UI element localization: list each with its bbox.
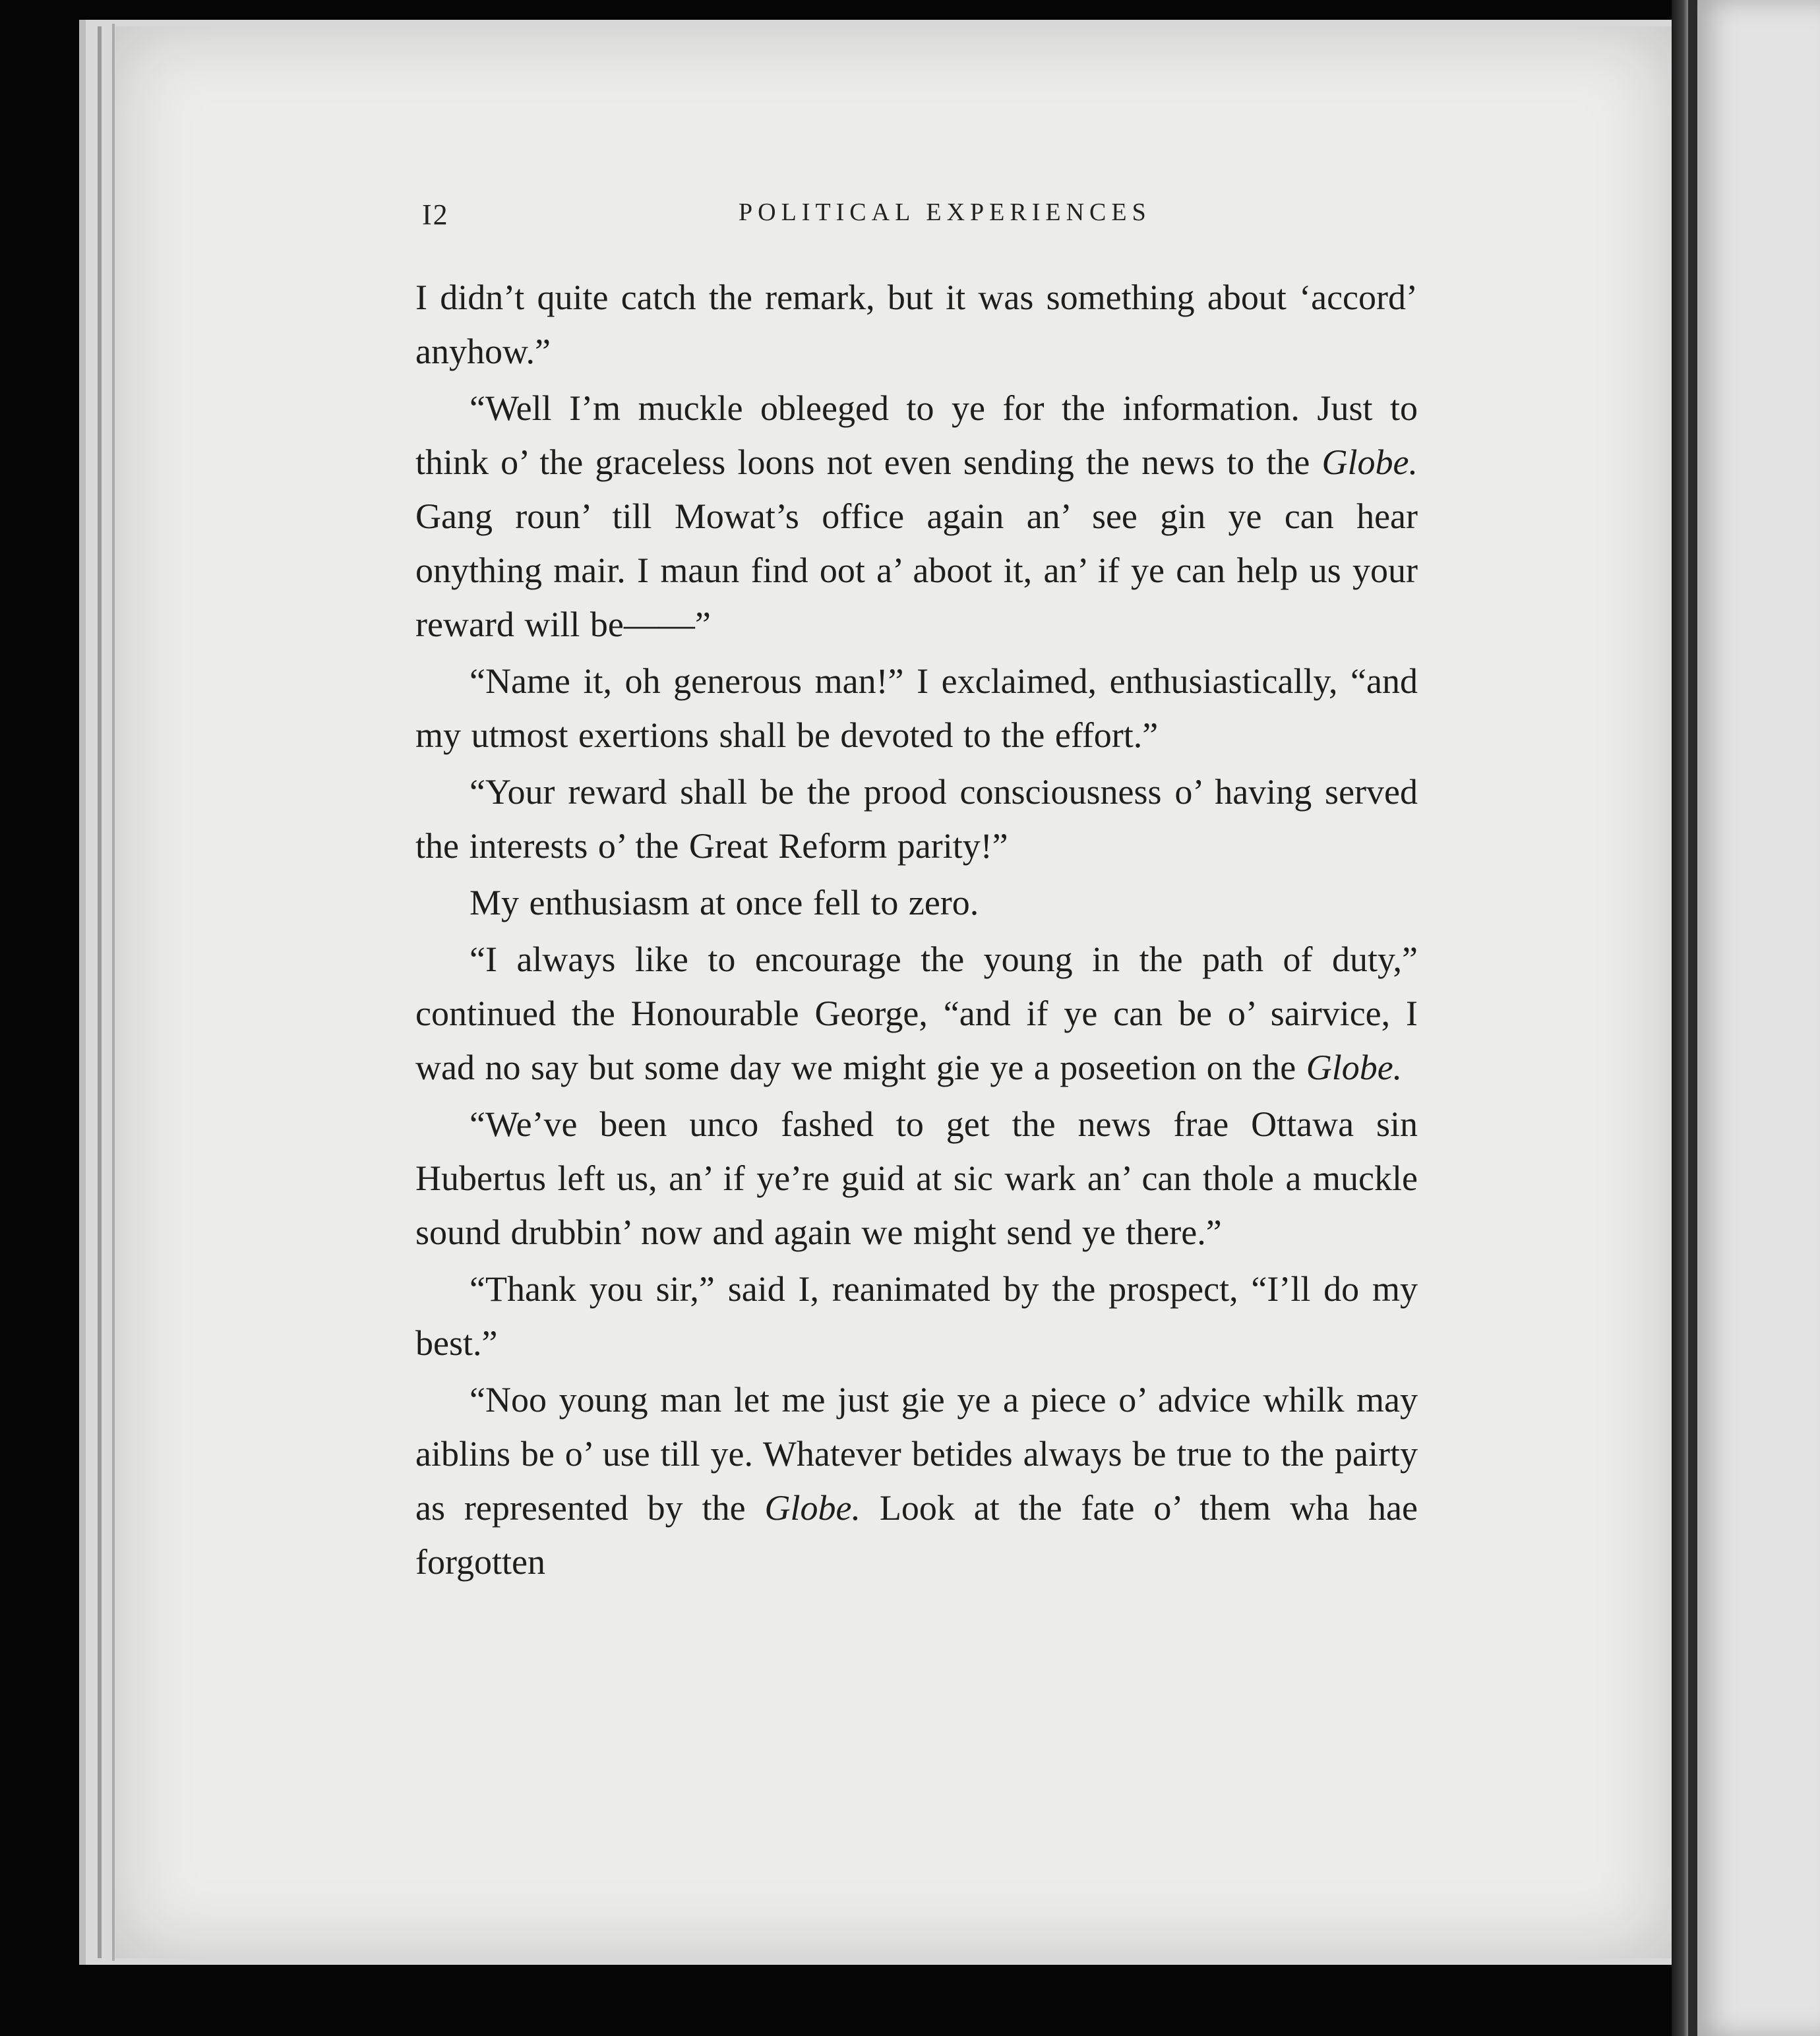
paragraph-6: “I always like to encourage the young in the path of duty,” continued the Honourable George, “and if ye can be o’ sairvice, I wad no say but some day we might gie ye a poseetion on the Globe. — [415, 940, 1418, 1087]
paragraph-8: “Thank you sir,” said I, reanimated by the prospect, “I’ll do my best.” — [415, 1269, 1418, 1363]
paragraph-2: “Well I’m muckle obleeged to ye for the information. Just to think o’ the graceless loons not even sending the news to the Globe. Gang roun’ till Mowat’s office again an’ see gin ye can hear onything mair. I maun find oot a’ aboot it, an’ if ye can help us your reward will be——” — [415, 388, 1418, 644]
running-head — [422, 198, 1411, 237]
paragraph-1: I didn’t quite catch the remark, but it was something about ‘accord’ anyhow.” — [415, 278, 1418, 371]
newspaper-title: Globe. — [764, 1488, 861, 1528]
paragraph-9: “Noo young man let me just gie ye a piece o’ advice whilk may aiblins be o’ use till ye. Whatever betides always be true to the pairty as represented by the Globe. Look at the fate o’ them wha hae forgotten — [415, 1380, 1418, 1582]
running-head-title: POLITICAL EXPERIENCES — [739, 198, 1151, 226]
body-text — [415, 270, 1418, 1589]
paragraph-5: My enthusiasm at once fell to zero. — [470, 883, 979, 922]
page-number: I2 — [422, 198, 449, 231]
newspaper-title: Globe. — [1306, 1048, 1403, 1087]
paragraph-3: “Name it, oh generous man!” I exclaimed, enthusiastically, “and my utmost exertions shall be devoted to the effort.” — [415, 661, 1418, 755]
facing-page-edge — [1688, 0, 1820, 2036]
newspaper-title: Globe. — [1321, 442, 1418, 482]
paragraph-7: “We’ve been unco fashed to get the news frae Ottawa sin Hubertus left us, an’ if ye’re guid at sic wark an’ can thole a muckle sound drubbin’ now and again we might send ye there.” — [415, 1104, 1418, 1252]
paragraph-4: “Your reward shall be the prood consciousness o’ having served the interests o’ the Great Reform parity!” — [415, 772, 1418, 866]
